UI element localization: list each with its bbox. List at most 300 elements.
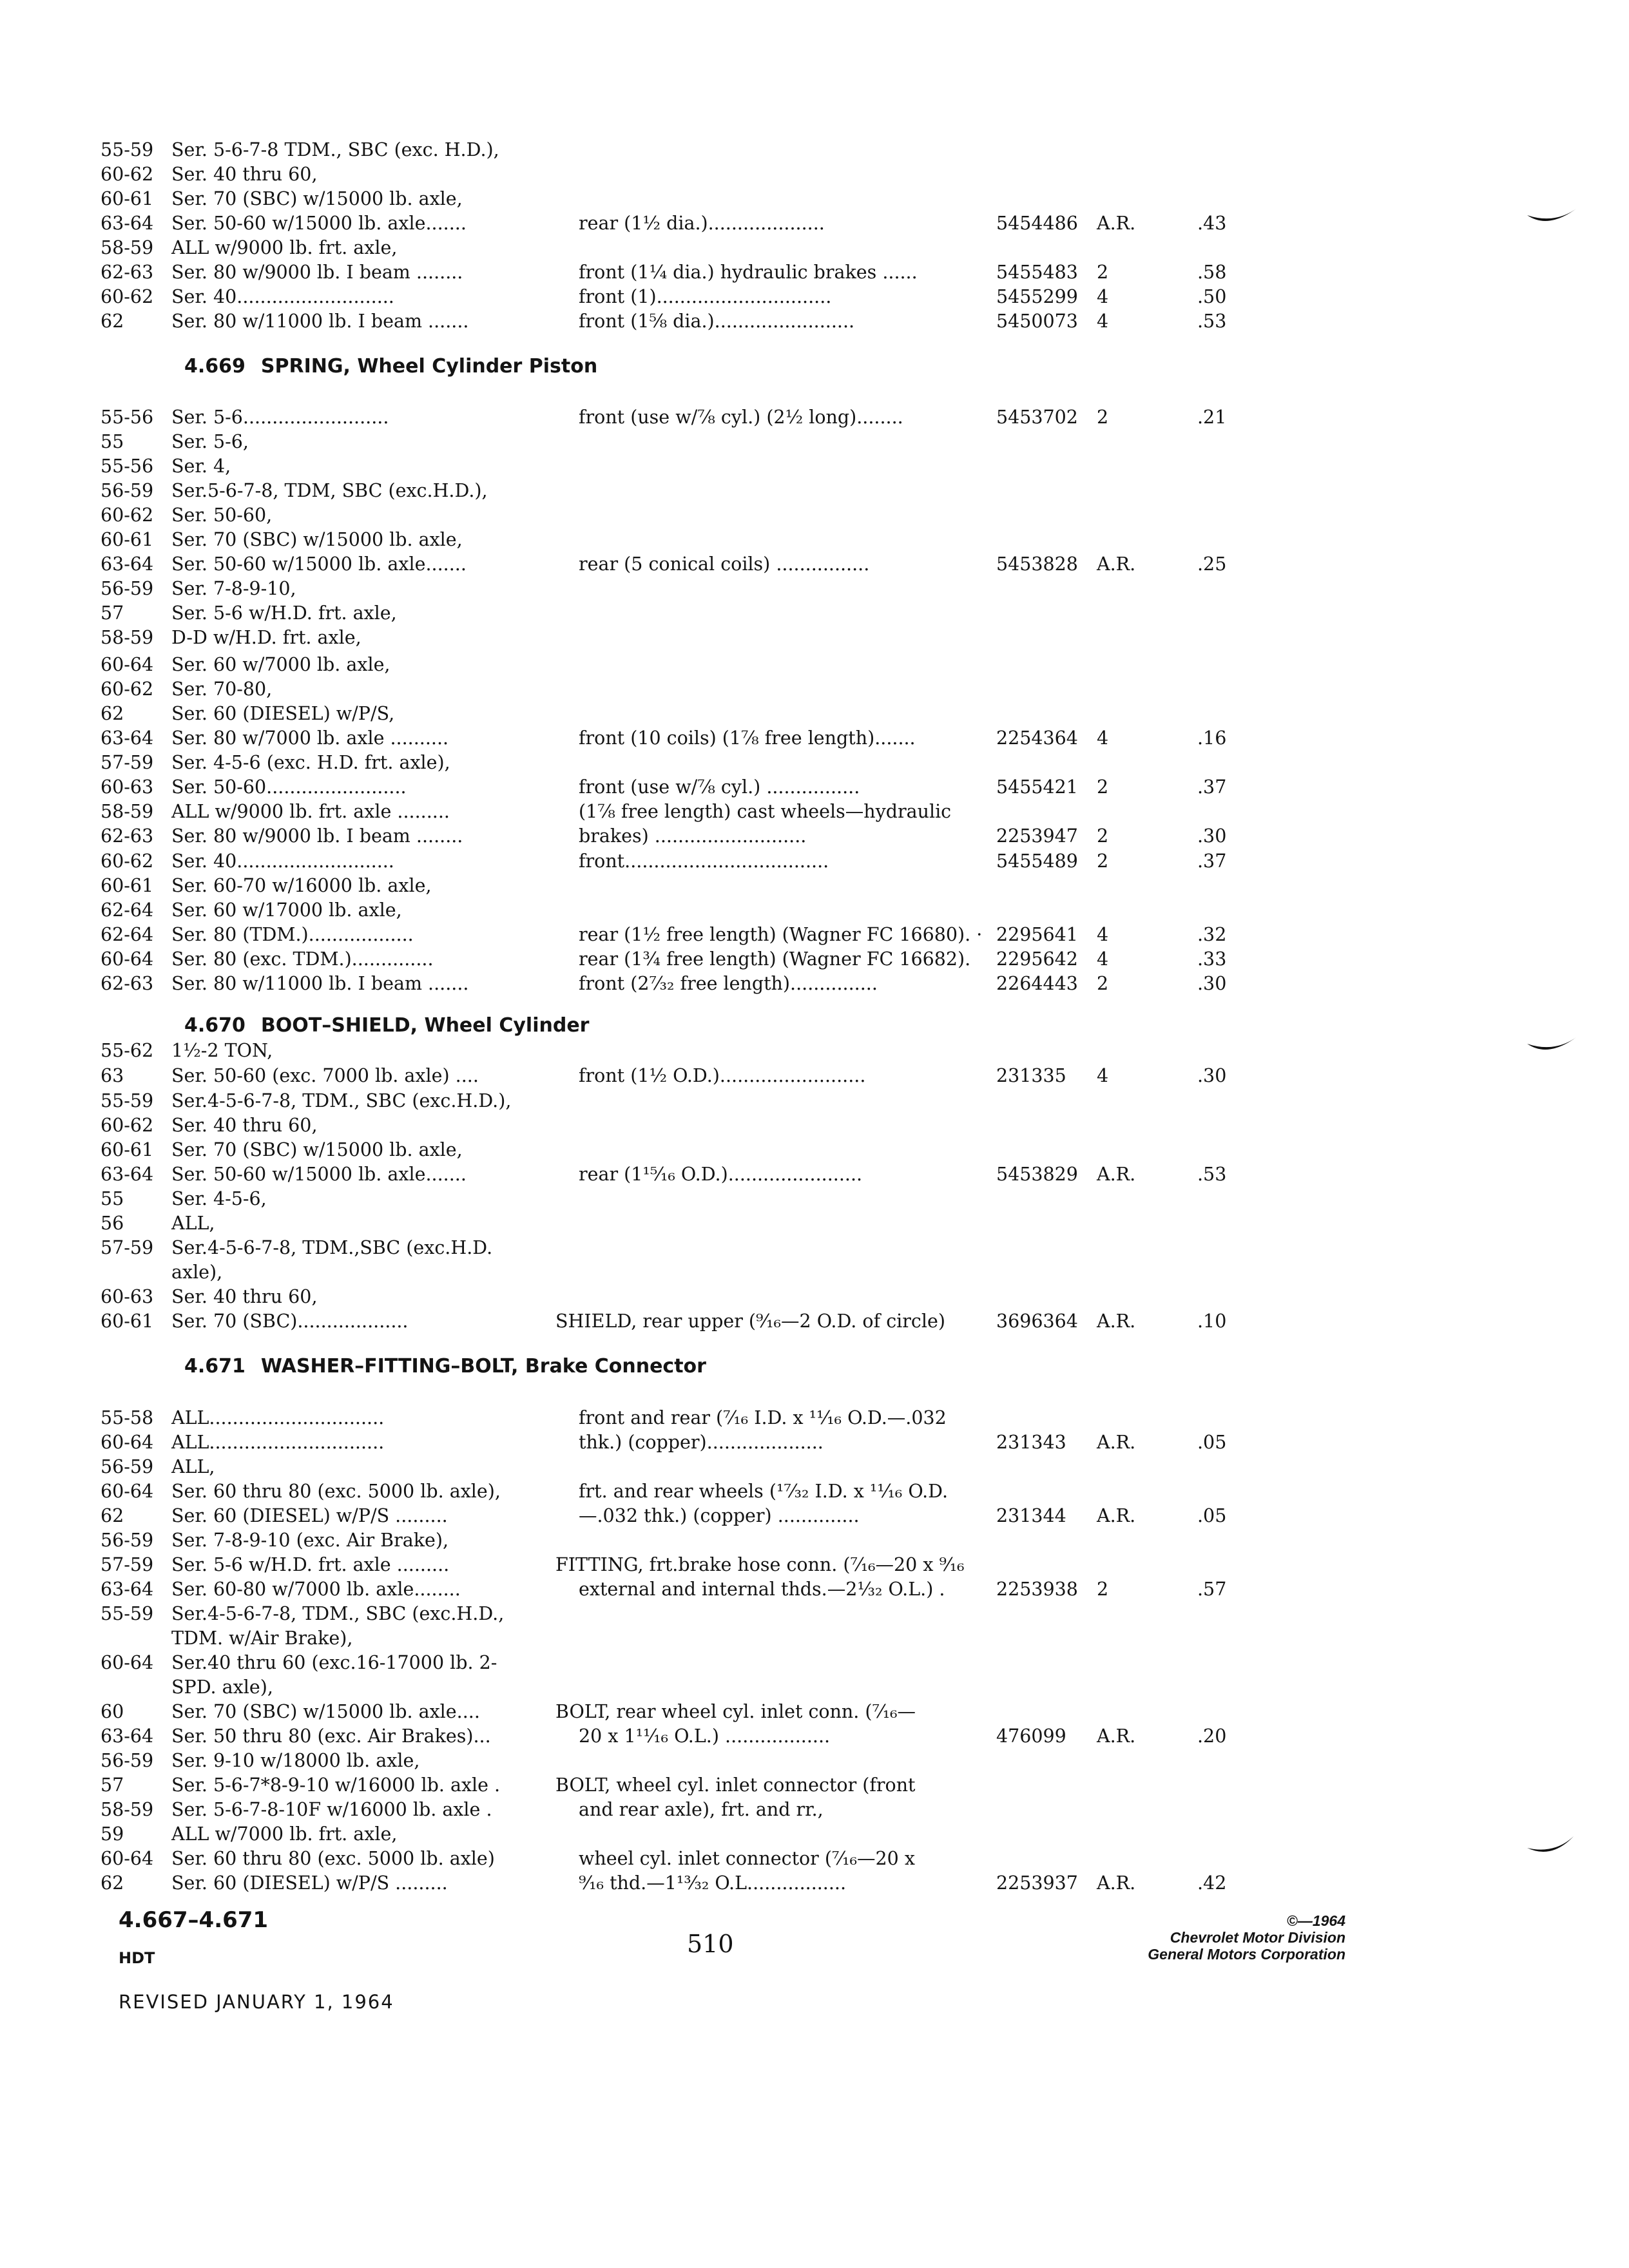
- copyright-corporation: General Motors Corporation: [1148, 1946, 1345, 1963]
- application-cell: Ser.4-5-6-7-8, TDM., SBC (exc.H.D.),: [171, 1090, 512, 1111]
- price-cell: .30: [1197, 1065, 1227, 1086]
- section-title: SPRING,: [260, 355, 351, 378]
- quantity-cell: 2: [1097, 825, 1109, 847]
- section-number: 4.670: [184, 1014, 246, 1037]
- parts-row: [0, 1651, 1629, 1675]
- parts-row: [0, 800, 1629, 824]
- description-cell: external and internal thds.—2⅓₂ O.L.) .: [579, 1579, 945, 1600]
- application-cell: Ser. 80 (exc. TDM.)..............: [171, 948, 434, 970]
- year-cell: 60-62: [101, 678, 154, 700]
- parts-row: [0, 211, 1629, 236]
- parts-row: [0, 702, 1629, 726]
- parts-row: [0, 1236, 1629, 1260]
- year-cell: 62-64: [101, 899, 154, 921]
- parts-row: [0, 677, 1629, 702]
- parts-row: [0, 285, 1629, 309]
- parts-row: [0, 309, 1629, 334]
- parts-row: [0, 1089, 1629, 1113]
- parts-row: [0, 849, 1629, 874]
- part-number-cell: 2253937: [996, 1872, 1078, 1894]
- copyright-division: Chevrolet Motor Division: [1170, 1929, 1345, 1946]
- year-cell: 63-64: [101, 1579, 154, 1600]
- year-cell: 56-59: [101, 578, 154, 599]
- description-cell: front (1¼ dia.) hydraulic brakes ......: [579, 262, 918, 283]
- quantity-cell: A.R.: [1097, 1505, 1136, 1526]
- application-cell: ALL..............................: [171, 1432, 385, 1453]
- year-cell: 60-61: [101, 1311, 154, 1332]
- section-number: 4.671: [184, 1355, 246, 1378]
- quantity-cell: 4: [1097, 727, 1109, 749]
- year-cell: 60-61: [101, 529, 154, 550]
- application-cell: Ser. 70 (SBC) w/15000 lb. axle,: [171, 188, 463, 209]
- description-cell: front and rear (⁷⁄₁₆ I.D. x ¹¹⁄₁₆ O.D.—.032: [579, 1407, 947, 1428]
- parts-row: [0, 1602, 1629, 1626]
- year-cell: 60-62: [101, 850, 154, 872]
- part-number-cell: 5455489: [996, 850, 1078, 872]
- application-cell: Ser.40 thru 60 (exc.16-17000 lb. 2-: [171, 1652, 497, 1673]
- copyright-year: ©—1964: [1286, 1912, 1345, 1929]
- year-cell: 60-63: [101, 1286, 154, 1307]
- year-cell: 55-58: [101, 1407, 154, 1428]
- parts-row: [0, 1749, 1629, 1773]
- part-number-cell: 5453829: [996, 1164, 1078, 1185]
- price-cell: .25: [1197, 553, 1227, 575]
- year-cell: 63: [101, 1065, 124, 1086]
- parts-row: [0, 1211, 1629, 1236]
- parts-row: [0, 1871, 1629, 1896]
- part-number-cell: 5455483: [996, 262, 1078, 283]
- description-cell: 20 x 1¹¹⁄₁₆ O.L.) ..................: [579, 1725, 831, 1747]
- application-cell: Ser.5-6-7-8, TDM, SBC (exc.H.D.),: [171, 480, 488, 501]
- application-cell: Ser. 60 thru 80 (exc. 5000 lb. axle): [171, 1848, 495, 1869]
- application-cell: Ser. 4,: [171, 456, 231, 477]
- year-cell: 56-59: [101, 480, 154, 501]
- application-cell: Ser. 50-60 w/15000 lb. axle.......: [171, 553, 467, 575]
- parts-row: [0, 1724, 1629, 1749]
- parts-row: [0, 1309, 1629, 1334]
- part-number-cell: 476099: [996, 1725, 1066, 1747]
- description-cell: front (use w/⅞ cyl.) (2½ long)........: [579, 407, 903, 428]
- parts-row: [0, 1162, 1629, 1187]
- quantity-cell: 2: [1097, 973, 1109, 994]
- year-cell: 55-59: [101, 1090, 154, 1111]
- description-cell: front (1)..............................: [579, 286, 832, 307]
- copyright-block: [1148, 1912, 1345, 1963]
- parts-row: [0, 138, 1629, 162]
- description-cell: front (2⁷⁄₃₂ free length)...............: [579, 973, 878, 994]
- parts-row: [0, 1039, 1629, 1063]
- year-cell: 62: [101, 1872, 124, 1894]
- application-cell: Ser. 4-5-6,: [171, 1188, 267, 1209]
- price-cell: .30: [1197, 825, 1227, 847]
- section-heading-4-671: [184, 1355, 706, 1378]
- year-cell: 60-64: [101, 654, 154, 675]
- quantity-cell: 4: [1097, 286, 1109, 307]
- description-cell: rear (1¹⁵⁄₁₆ O.D.).......................: [579, 1164, 863, 1185]
- year-cell: 60-62: [101, 1115, 154, 1136]
- year-cell: 60-62: [101, 286, 154, 307]
- parts-row: [0, 726, 1629, 751]
- year-cell: 60-61: [101, 1139, 154, 1160]
- application-cell: Ser. 80 w/11000 lb. I beam .......: [171, 973, 469, 994]
- application-cell: Ser. 4-5-6 (exc. H.D. frt. axle),: [171, 752, 450, 773]
- parts-row: [0, 1479, 1629, 1504]
- binder-hole-mark: [1526, 1033, 1577, 1059]
- quantity-cell: 4: [1097, 311, 1109, 332]
- application-cell: 1½-2 TON,: [171, 1040, 273, 1061]
- parts-row: [0, 1285, 1629, 1309]
- part-number-cell: 5453828: [996, 553, 1078, 575]
- description-cell: front (use w/⅞ cyl.) ................: [579, 776, 860, 798]
- parts-row: [0, 503, 1629, 528]
- application-cell: Ser. 50-60........................: [171, 776, 407, 798]
- year-cell: 63-64: [101, 553, 154, 575]
- year-cell: 63-64: [101, 1164, 154, 1185]
- application-cell: Ser. 60 w/7000 lb. axle,: [171, 654, 390, 675]
- part-number-cell: 5455421: [996, 776, 1078, 798]
- application-cell: ALL w/7000 lb. frt. axle,: [171, 1823, 398, 1845]
- application-cell: ALL..............................: [171, 1407, 385, 1428]
- price-cell: .20: [1197, 1725, 1227, 1747]
- year-cell: 55: [101, 431, 124, 452]
- year-cell: 57-59: [101, 1554, 154, 1575]
- price-cell: .37: [1197, 850, 1227, 872]
- parts-row: [0, 898, 1629, 923]
- footer-code: HDT: [119, 1949, 155, 1967]
- year-cell: 60-62: [101, 505, 154, 526]
- quantity-cell: 4: [1097, 924, 1109, 945]
- part-number-cell: 231344: [996, 1505, 1066, 1526]
- part-number-cell: 2295642: [996, 948, 1078, 970]
- application-cell: Ser.4-5-6-7-8, TDM., SBC (exc.H.D.,: [171, 1603, 505, 1624]
- application-cell: TDM. w/Air Brake),: [171, 1628, 353, 1649]
- year-cell: 56-59: [101, 1530, 154, 1551]
- application-cell: Ser. 80 w/11000 lb. I beam .......: [171, 311, 469, 332]
- parts-row: [0, 236, 1629, 260]
- parts-row: [0, 187, 1629, 211]
- year-cell: 60-62: [101, 164, 154, 185]
- part-number-cell: 5454486: [996, 213, 1078, 234]
- description-cell: brakes) ..........................: [579, 825, 807, 847]
- year-cell: 57: [101, 602, 124, 624]
- year-cell: 63-64: [101, 1725, 154, 1747]
- parts-row: [0, 1187, 1629, 1211]
- year-cell: 58-59: [101, 627, 154, 648]
- description-cell: FITTING, frt.brake hose conn. (⁷⁄₁₆—20 x ⁹⁄₁₆: [555, 1554, 965, 1575]
- quantity-cell: A.R.: [1097, 1432, 1136, 1453]
- year-cell: 55: [101, 1188, 124, 1209]
- quantity-cell: A.R.: [1097, 1164, 1136, 1185]
- price-cell: .57: [1197, 1579, 1227, 1600]
- year-cell: 60-64: [101, 1652, 154, 1673]
- parts-row: [0, 1773, 1629, 1798]
- price-cell: .43: [1197, 213, 1227, 234]
- year-cell: 60-63: [101, 776, 154, 798]
- parts-row: [0, 1847, 1629, 1871]
- part-number-cell: 2264443: [996, 973, 1078, 994]
- price-cell: .30: [1197, 973, 1227, 994]
- application-cell: Ser. 5-6-7-8-10F w/16000 lb. axle .: [171, 1799, 492, 1820]
- price-cell: .16: [1197, 727, 1227, 749]
- application-cell: Ser. 5-6-7*8-9-10 w/16000 lb. axle .: [171, 1774, 501, 1796]
- application-cell: ALL,: [171, 1213, 215, 1234]
- year-cell: 60-64: [101, 1481, 154, 1502]
- parts-row: [0, 1528, 1629, 1553]
- parts-row: [0, 577, 1629, 601]
- quantity-cell: A.R.: [1097, 1872, 1136, 1894]
- year-cell: 56-59: [101, 1456, 154, 1477]
- quantity-cell: 2: [1097, 262, 1109, 283]
- application-cell: Ser. 40 thru 60,: [171, 1115, 318, 1136]
- parts-row: [0, 972, 1629, 996]
- section-subtitle: Wheel Cylinder: [424, 1014, 590, 1037]
- quantity-cell: A.R.: [1097, 1725, 1136, 1747]
- parts-row: [0, 454, 1629, 479]
- year-cell: 55-62: [101, 1040, 154, 1061]
- application-cell: Ser. 50-60 w/15000 lb. axle.......: [171, 1164, 467, 1185]
- year-cell: 60: [101, 1701, 124, 1722]
- application-cell: Ser. 60 (DIESEL) w/P/S .........: [171, 1505, 448, 1526]
- section-subtitle: Wheel Cylinder Piston: [357, 355, 598, 378]
- year-cell: 56-59: [101, 1750, 154, 1771]
- application-cell: Ser. 50-60 w/15000 lb. axle.......: [171, 213, 467, 234]
- parts-row: [0, 260, 1629, 285]
- year-cell: 63-64: [101, 213, 154, 234]
- binder-hole-mark: [1526, 1835, 1577, 1861]
- application-cell: D-D w/H.D. frt. axle,: [171, 627, 361, 648]
- description-cell: wheel cyl. inlet connector (⁷⁄₁₆—20 x: [579, 1848, 915, 1869]
- parts-row: [0, 162, 1629, 187]
- parts-row: [0, 1822, 1629, 1847]
- application-cell: Ser. 60 (DIESEL) w/P/S,: [171, 703, 395, 724]
- parts-row: [0, 947, 1629, 972]
- application-cell: Ser. 40...........................: [171, 850, 394, 872]
- description-cell: front...................................: [579, 850, 829, 872]
- year-cell: 62-63: [101, 262, 154, 283]
- application-cell: Ser. 60 (DIESEL) w/P/S .........: [171, 1872, 448, 1894]
- parts-row: [0, 1064, 1629, 1088]
- parts-row: [0, 430, 1629, 454]
- year-cell: 62-64: [101, 924, 154, 945]
- year-cell: 56: [101, 1213, 124, 1234]
- part-number-cell: 5453702: [996, 407, 1078, 428]
- description-cell: front (1⅝ dia.)........................: [579, 311, 855, 332]
- quantity-cell: 4: [1097, 948, 1109, 970]
- application-cell: Ser. 9-10 w/18000 lb. axle,: [171, 1750, 420, 1771]
- parts-row: [0, 1406, 1629, 1430]
- parts-row: [0, 1113, 1629, 1138]
- description-cell: rear (1¾ free length) (Wagner FC 16682).: [579, 948, 971, 970]
- year-cell: 60-64: [101, 1432, 154, 1453]
- year-cell: 58-59: [101, 1799, 154, 1820]
- year-cell: 60-64: [101, 1848, 154, 1869]
- application-cell: ALL,: [171, 1456, 215, 1477]
- application-cell: Ser. 7-8-9-10,: [171, 578, 296, 599]
- quantity-cell: 2: [1097, 1579, 1109, 1600]
- year-cell: 57-59: [101, 752, 154, 773]
- application-cell: Ser. 70 (SBC) w/15000 lb. axle,: [171, 1139, 463, 1160]
- parts-row: [0, 1504, 1629, 1528]
- description-cell: ⁹⁄₁₆ thd.—1¹³⁄₃₂ O.L.................: [579, 1872, 847, 1894]
- application-cell: Ser. 80 w/9000 lb. I beam ........: [171, 262, 463, 283]
- year-cell: 63-64: [101, 727, 154, 749]
- binder-hole-mark: [1526, 205, 1577, 231]
- page-number: 510: [687, 1930, 734, 1958]
- price-cell: .58: [1197, 262, 1227, 283]
- parts-row: [0, 528, 1629, 552]
- section-subtitle: Brake Connector: [525, 1355, 706, 1378]
- price-cell: .32: [1197, 924, 1227, 945]
- parts-row: [0, 1700, 1629, 1724]
- parts-row: [0, 923, 1629, 947]
- application-cell: Ser. 80 w/9000 lb. I beam ........: [171, 825, 463, 847]
- quantity-cell: A.R.: [1097, 1311, 1136, 1332]
- application-cell: Ser. 70 (SBC) w/15000 lb. axle....: [171, 1701, 480, 1722]
- description-cell: rear (1½ dia.)....................: [579, 213, 825, 234]
- application-cell: Ser. 70-80,: [171, 678, 273, 700]
- section-title: WASHER–FITTING–BOLT,: [260, 1355, 519, 1378]
- year-cell: 60-64: [101, 948, 154, 970]
- price-cell: .10: [1197, 1311, 1227, 1332]
- year-cell: 57-59: [101, 1237, 154, 1258]
- year-cell: 62-63: [101, 825, 154, 847]
- quantity-cell: 2: [1097, 850, 1109, 872]
- description-cell: front (10 coils) (1⅞ free length).......: [579, 727, 916, 749]
- section-number: 4.669: [184, 355, 246, 378]
- application-cell: Ser. 50-60,: [171, 505, 273, 526]
- year-cell: 55-56: [101, 456, 154, 477]
- price-cell: .50: [1197, 286, 1227, 307]
- quantity-cell: A.R.: [1097, 553, 1136, 575]
- application-cell: Ser. 60 thru 80 (exc. 5000 lb. axle),: [171, 1481, 501, 1502]
- description-cell: (1⅞ free length) cast wheels—hydraulic: [579, 801, 952, 822]
- application-cell: Ser. 80 w/7000 lb. axle ..........: [171, 727, 449, 749]
- application-cell: Ser. 60 w/17000 lb. axle,: [171, 899, 402, 921]
- parts-row: [0, 626, 1629, 650]
- parts-row: [0, 874, 1629, 898]
- section-title: BOOT–SHIELD,: [260, 1014, 418, 1037]
- application-cell: Ser. 60-80 w/7000 lb. axle........: [171, 1579, 461, 1600]
- quantity-cell: 4: [1097, 1065, 1109, 1086]
- parts-row: [0, 653, 1629, 677]
- parts-row: [0, 601, 1629, 626]
- year-cell: 55-59: [101, 1603, 154, 1624]
- application-cell: Ser. 50 thru 80 (exc. Air Brakes)...: [171, 1725, 491, 1747]
- part-number-cell: 2254364: [996, 727, 1078, 749]
- year-cell: 57: [101, 1774, 124, 1796]
- year-cell: 58-59: [101, 801, 154, 822]
- year-cell: 62: [101, 703, 124, 724]
- parts-row: [0, 1626, 1629, 1651]
- part-number-cell: 3696364: [996, 1311, 1078, 1332]
- description-cell: BOLT, wheel cyl. inlet connector (front: [555, 1774, 916, 1796]
- price-cell: .05: [1197, 1505, 1227, 1526]
- price-cell: .33: [1197, 948, 1227, 970]
- year-cell: 62: [101, 1505, 124, 1526]
- parts-row: [0, 1455, 1629, 1479]
- application-cell: Ser. 60-70 w/16000 lb. axle,: [171, 875, 432, 896]
- application-cell: Ser. 40 thru 60,: [171, 1286, 318, 1307]
- description-cell: and rear axle), frt. and rr.,: [579, 1799, 824, 1820]
- application-cell: Ser. 80 (TDM.)..................: [171, 924, 414, 945]
- application-cell: ALL w/9000 lb. frt. axle,: [171, 237, 398, 258]
- parts-row: [0, 824, 1629, 849]
- parts-row: [0, 1675, 1629, 1700]
- parts-row: [0, 1260, 1629, 1285]
- application-cell: SPD. axle),: [171, 1677, 273, 1698]
- description-cell: —.032 thk.) (copper) ..............: [579, 1505, 860, 1526]
- price-cell: .42: [1197, 1872, 1227, 1894]
- parts-row: [0, 1577, 1629, 1602]
- part-number-cell: 2253938: [996, 1579, 1078, 1600]
- parts-row: [0, 1553, 1629, 1577]
- parts-row: [0, 1430, 1629, 1455]
- parts-row: [0, 1138, 1629, 1162]
- footer-section-range: 4.667–4.671: [119, 1907, 269, 1933]
- application-cell: Ser. 70 (SBC)...................: [171, 1311, 409, 1332]
- description-cell: rear (1½ free length) (Wagner FC 16680). ·: [579, 924, 983, 945]
- application-cell: Ser. 5-6,: [171, 431, 249, 452]
- price-cell: .53: [1197, 1164, 1227, 1185]
- price-cell: .53: [1197, 311, 1227, 332]
- year-cell: 55-56: [101, 407, 154, 428]
- year-cell: 60-61: [101, 188, 154, 209]
- year-cell: 55-59: [101, 139, 154, 160]
- description-cell: frt. and rear wheels (¹⁷⁄₃₂ I.D. x ¹¹⁄₁₆ O.D.: [579, 1481, 949, 1502]
- application-cell: Ser. 5-6-7-8 TDM., SBC (exc. H.D.),: [171, 139, 499, 160]
- parts-row: [0, 552, 1629, 577]
- price-cell: .05: [1197, 1432, 1227, 1453]
- revised-date: REVISED JANUARY 1, 1964: [119, 1991, 394, 2013]
- year-cell: 59: [101, 1823, 124, 1845]
- parts-row: [0, 775, 1629, 800]
- application-cell: Ser. 40 thru 60,: [171, 164, 318, 185]
- application-cell: Ser. 40...........................: [171, 286, 394, 307]
- application-cell: Ser. 5-6 w/H.D. frt. axle .........: [171, 1554, 450, 1575]
- application-cell: Ser. 5-6.........................: [171, 407, 389, 428]
- part-number-cell: 2295641: [996, 924, 1078, 945]
- application-cell: Ser.4-5-6-7-8, TDM.,SBC (exc.H.D.: [171, 1237, 493, 1258]
- quantity-cell: 2: [1097, 776, 1109, 798]
- application-cell: Ser. 50-60 (exc. 7000 lb. axle) ....: [171, 1065, 479, 1086]
- price-cell: .37: [1197, 776, 1227, 798]
- year-cell: 62: [101, 311, 124, 332]
- description-cell: front (1½ O.D.).........................: [579, 1065, 866, 1086]
- parts-row: [0, 751, 1629, 775]
- application-cell: ALL w/9000 lb. frt. axle .........: [171, 801, 450, 822]
- section-heading-4-669: [184, 355, 597, 378]
- application-cell: Ser. 5-6 w/H.D. frt. axle,: [171, 602, 397, 624]
- price-cell: .21: [1197, 407, 1227, 428]
- application-cell: Ser. 7-8-9-10 (exc. Air Brake),: [171, 1530, 449, 1551]
- quantity-cell: A.R.: [1097, 213, 1136, 234]
- section-heading-4-670: [184, 1014, 589, 1037]
- application-cell: axle),: [171, 1262, 223, 1283]
- parts-row: [0, 405, 1629, 430]
- year-cell: 60-61: [101, 875, 154, 896]
- description-cell: thk.) (copper)....................: [579, 1432, 824, 1453]
- part-number-cell: 5450073: [996, 311, 1078, 332]
- parts-row: [0, 479, 1629, 503]
- description-cell: BOLT, rear wheel cyl. inlet conn. (⁷⁄₁₆—: [555, 1701, 916, 1722]
- part-number-cell: 231343: [996, 1432, 1066, 1453]
- part-number-cell: 5455299: [996, 286, 1078, 307]
- year-cell: 62-63: [101, 973, 154, 994]
- part-number-cell: 231335: [996, 1065, 1066, 1086]
- parts-row: [0, 1798, 1629, 1822]
- part-number-cell: 2253947: [996, 825, 1078, 847]
- year-cell: 58-59: [101, 237, 154, 258]
